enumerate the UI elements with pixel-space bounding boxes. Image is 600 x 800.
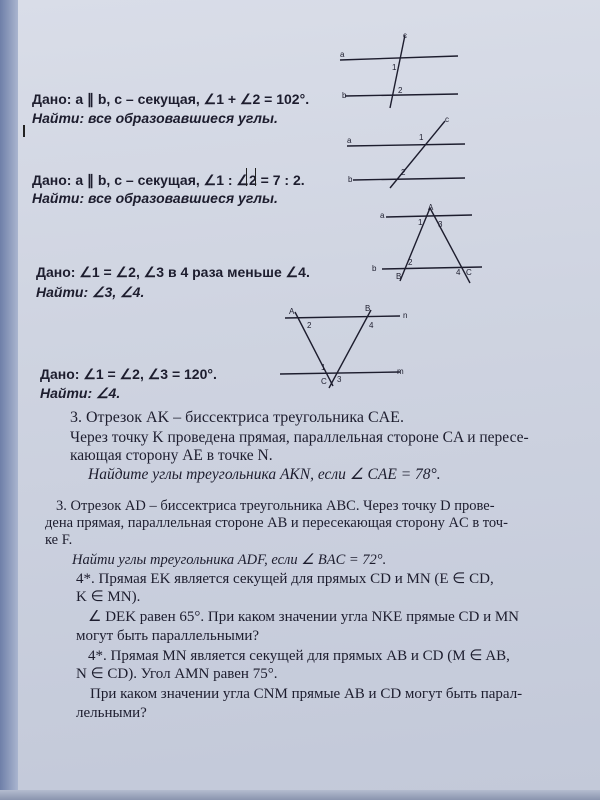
label-n: n xyxy=(403,311,408,320)
label-angle-4: 4 xyxy=(456,268,461,277)
problem-3-find: Найти: ∠3, ∠4. xyxy=(36,284,145,300)
label-C: C xyxy=(466,268,472,277)
problem-1-given: Дано: a ∥ b, c – секущая, ∠1 + ∠2 = 102°. xyxy=(32,91,310,107)
problem-1-find: Найти: все образовавшиеся углы. xyxy=(32,110,278,126)
window-bottom-edge xyxy=(0,790,600,800)
side-AB xyxy=(400,208,430,281)
label-B: B xyxy=(396,272,402,281)
label-b: b xyxy=(348,175,353,184)
label-b: b xyxy=(342,91,347,100)
label-A: A xyxy=(428,203,434,212)
label-angle-1: 1 xyxy=(321,363,326,372)
label-c: c xyxy=(403,31,407,40)
label-angle-1: 1 xyxy=(419,133,424,142)
label-A: A xyxy=(289,307,295,316)
line-b xyxy=(353,178,465,180)
label-m: m xyxy=(397,367,404,376)
task-ak-line-1: 3. Отрезок AK – биссектриса треугольника CAE. xyxy=(70,409,404,426)
problem-2-find: Найти: все образовавшиеся углы. xyxy=(32,190,278,206)
task-mn-line-2: N ∈ CD). Угол AMN равен 75°. xyxy=(76,666,278,682)
text-caret xyxy=(23,125,25,137)
task-ak-line-3: кающая сторону AE в точке N. xyxy=(70,447,273,464)
label-angle-1: 1 xyxy=(418,218,423,227)
task-ek-line-4: могут быть параллельными? xyxy=(76,628,260,644)
task-ad-line-3: ке F. xyxy=(45,532,73,548)
line-m xyxy=(280,372,400,374)
label-angle-2: 2 xyxy=(408,258,413,267)
label-angle-2: 2 xyxy=(401,168,406,177)
task-ek-line-2: K ∈ MN). xyxy=(76,589,141,605)
task-mn-line-4: лельными? xyxy=(76,705,147,721)
task-ak-line-2: Через точку K проведена прямая, параллельная стороне CA и пересе- xyxy=(70,429,529,446)
line-a xyxy=(386,215,472,217)
label-angle-4: 4 xyxy=(369,321,374,330)
task-ad-line-2: дена прямая, параллельная стороне AB и пересекающая сторону AC в точ- xyxy=(45,515,508,531)
label-angle-3: 3 xyxy=(438,220,443,229)
task-ak-line-4: Найдите углы треугольника AKN, если ∠ CAE = 78°. xyxy=(88,466,441,483)
problem-1-figure xyxy=(340,30,480,110)
label-a: a xyxy=(340,50,345,59)
line-a xyxy=(340,56,458,60)
task-ad-line-4: Найти углы треугольника ADF, если ∠ BAC = 72°. xyxy=(72,552,387,568)
side-BC xyxy=(329,310,371,388)
label-angle-3: 3 xyxy=(337,375,342,384)
problem-4-find: Найти: ∠4. xyxy=(40,385,121,401)
task-ek-line-3: ∠ DEK равен 65°. При каком значении угла NKE прямые CD и MN xyxy=(88,609,520,625)
label-a: a xyxy=(347,136,352,145)
window-left-edge xyxy=(0,0,18,800)
label-C: C xyxy=(321,377,327,386)
side-AC xyxy=(295,312,333,386)
problem-2-figure xyxy=(345,115,480,188)
label-b: b xyxy=(372,264,377,273)
problem-3-figure xyxy=(372,205,492,287)
mouse-cursor-icon xyxy=(246,168,256,186)
label-angle-2: 2 xyxy=(398,86,403,95)
label-B: B xyxy=(365,304,371,313)
label-c: c xyxy=(445,115,449,124)
problem-3-given: Дано: ∠1 = ∠2, ∠3 в 4 раза меньше ∠4. xyxy=(36,264,310,280)
side-AC xyxy=(430,208,470,283)
task-ek-line-1: 4*. Прямая EK является секущей для прямых CD и MN (E ∈ CD, xyxy=(76,571,494,587)
task-ad-line-1: 3. Отрезок AD – биссектриса треугольника ABC. Через точку D прове- xyxy=(56,498,495,514)
task-mn-line-3: При каком значении угла CNM прямые AB и CD могут быть парал- xyxy=(90,686,523,702)
label-a: a xyxy=(380,211,385,220)
problem-4-given: Дано: ∠1 = ∠2, ∠3 = 120°. xyxy=(40,366,217,382)
line-n xyxy=(285,316,400,318)
line-a xyxy=(347,144,465,146)
label-angle-2: 2 xyxy=(307,321,312,330)
label-angle-1: 1 xyxy=(392,63,397,72)
problem-4-figure xyxy=(275,302,415,390)
problem-2-given: Дано: a ∥ b, c – секущая, ∠1 : ∠2 = 7 : 2. xyxy=(32,172,305,188)
task-mn-line-1: 4*. Прямая MN является секущей для прямых AB и CD (M ∈ AB, xyxy=(88,648,510,664)
